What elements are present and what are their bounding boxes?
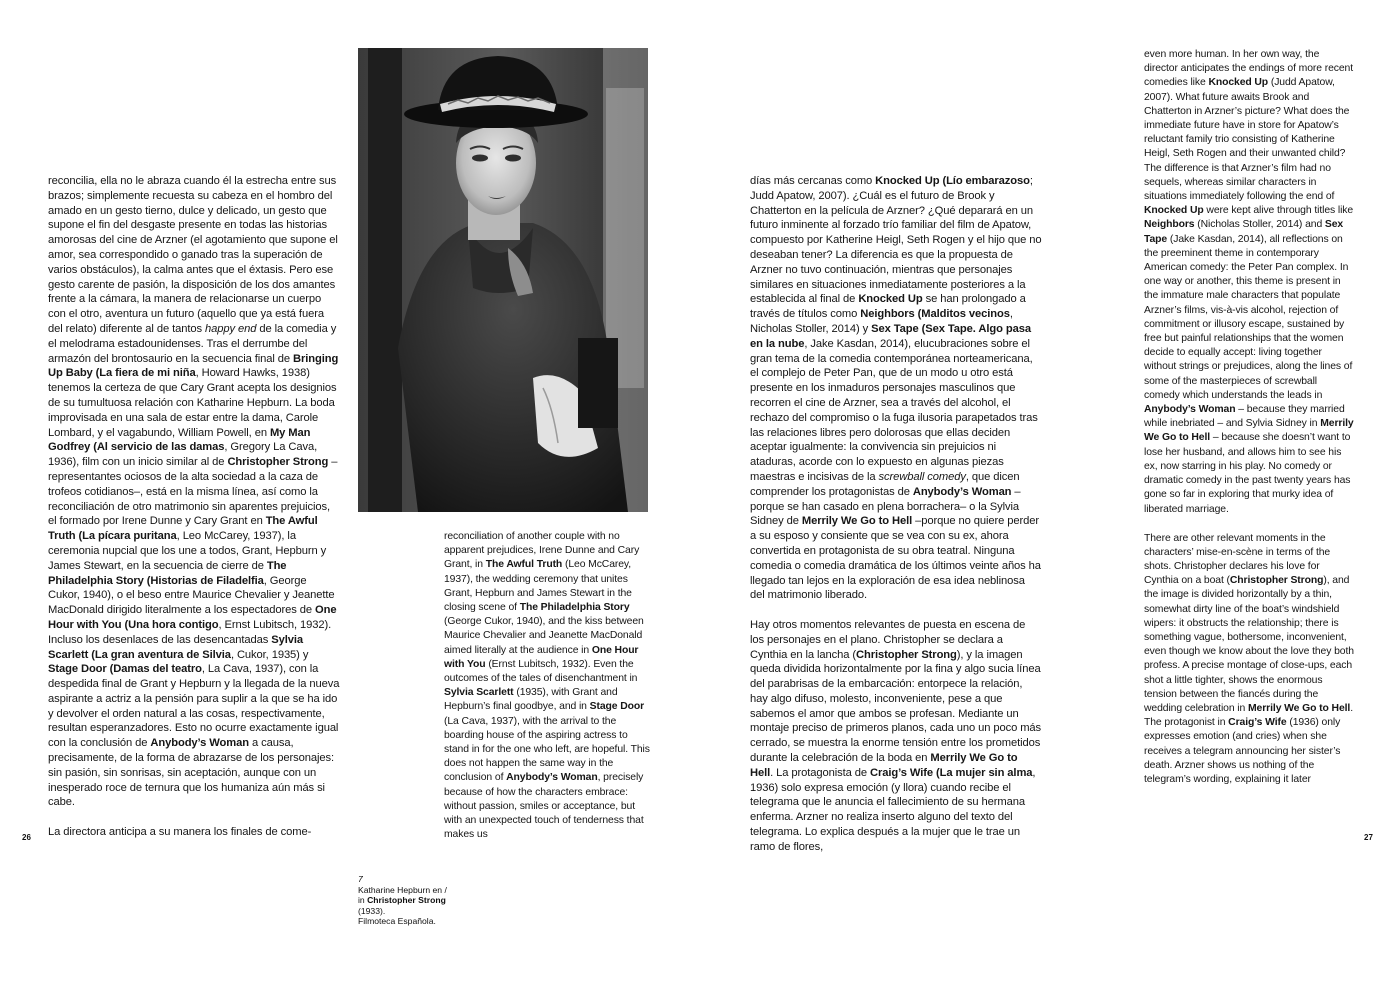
emphasis: screwball comedy bbox=[878, 470, 966, 483]
english-text-column-right bbox=[1144, 48, 1354, 787]
paragraph: even more human. In her own way, the director anticipates the endings of more recent comedies like Knocked Up (Judd Apatow, 2007). What future awaits Brook and Chatterton in Arzner’s picture? What does the immediate future have in store for Apatow’s reluctant family trio consisting of Katherine Heigl, Seth Rogen and their unwanted child? The difference is that Arzner’s film had no sequels, whereas similar characters in situations immediately following the end of Knocked Up were kept alive through titles like Neighbors (Nicholas Stoller, 2014) and Sex Tape (Jake Kasdan, 2014), all reflections on the preeminent theme in contemporary American comedy: the Peter Pan complex. In one way or another, this theme is present in the immature male characters that populate Arzner’s films, vis-à-vis alcohol, rejection of commitment or illusory escape, sustained by free but painful relationships that the women decide to equally accept: living together without strings or prejudices, along the lines of some of the masterpieces of screwball comedy which understands the leads in Anybody’s Woman – because they married while inebriated – and Sylvia Sidney in Merrily We Go to Hell – because she doesn’t want to lose her husband, and allows him to see his ex, now starring in his play. No comedy or dramatic comedy in the past twenty years has gone so far in exploring that murky idea of liberated marriage. bbox=[1144, 49, 1354, 515]
caption-number: 7 bbox=[358, 874, 363, 884]
page-number-left: 26 bbox=[22, 833, 31, 842]
film-title: Stage Door (Damas del teatro bbox=[48, 663, 202, 676]
film-title: Knocked Up (Lío embarazoso bbox=[875, 175, 1030, 187]
film-title: Knocked Up bbox=[1208, 77, 1269, 89]
paragraph: días más cercanas como Knocked Up (Lío embarazoso; Judd Apatow, 2007). ¿Cuál es el futuro de Brook y Chatterton en la película de Arzner? ¿Qué deparará en un futuro inminente al forzado trío familiar del film de Apatow, compuesto por Katherine Heigl, Seth Rogen y el hijo que no deseaban tener? La diferencia es que la propuesta de Arzner no tuvo continuación, mientras que personajes similares en situaciones inmediatamente posteriores a la establecida al final de Knocked Up se han prolongado a través de títulos como Neighbors (Malditos vecinos, Nicholas Stoller, 2014) y Sex Tape (Sex Tape. Algo pasa en la nube, Jake Kasdan, 2014), elucubraciones sobre el gran tema de la comedia contemporánea norteamericana, el complejo de Peter Pan, que de un modo u otro está presente en los inmaduros personajes masculinos que recorren el cine de Arzner, sea a través del alcohol, el rechazo del compromiso o la fuga ilusoria parapetados tras las relaciones libres pero dolorosas que ellas deciden aceptar igualmente: la convivencia sin prejuicios ni ataduras, acorde con lo expuesto en algunas piezas maestras e incisivas de la screwball comedy, que dicen comprender los protagonistas de Anybody’s Woman –porque se han casado en plena borrachera– o la Sylvia Sidney de Merrily We Go to Hell –porque no quiere perder a su esposo y consiente que se vea con su ex, ahora convertida en protagonista de su obra teatral. Ninguna comedia o comedia dramática de los últimos veinte años ha llegado tan lejos en la exploración de esa idea neblinosa del matrimonio liberado. bbox=[750, 175, 1042, 602]
film-title: Christopher Strong bbox=[1229, 575, 1324, 587]
film-title: Christopher Strong bbox=[856, 648, 957, 661]
film-title: My Man Godfrey (Al servicio de las damas bbox=[48, 426, 311, 454]
photo-caption bbox=[358, 874, 478, 927]
film-title: The Awful Truth bbox=[485, 559, 563, 571]
paragraph: reconcilia, ella no le abraza cuando él la estrecha entre sus brazos; simplemente recuesta su cabeza en el hombro del amado en un gesto tierno, dulce y delicado, un gesto que supone el fin del desgaste presente en todas las historias amorosas del cine de Arzner (el agotamiento que supone el amor, sea correspondido o ganado tras la superación de varios obstáculos), la calma antes que el éxtasis. Pero ese gesto carente de pasión, la disposición de los dos amantes frente a la cámara, la manera de relacionarse un cuerpo con el otro, aventura un futuro (aquello que ya está fuera del relato) diferente al de tantos happy end de la comedia y el melodrama estadounidenses. Tras el derrumbe del armazón del brontosaurio en la secuencia final de Bringing Up Baby (La fiera de mi niña, Howard Hawks, 1938) tenemos la certeza de que Cary Grant acepta los designios de su tumultuosa relación con Katharine Hepburn. La boda improvisada en una sala de estar entre la dama, Carole Lombard, y el vagabundo, William Powell, en My Man Godfrey (Al servicio de las damas, Gregory La Cava, 1936), film con un inicio similar al de Christopher Strong –representantes ociosos de la alta sociedad a la caza de trofeos cotidianos–, está en la misma línea, así como la reconciliación de otro matrimonio sin aparentes prejuicios, el formado por Irene Dunne y Cary Grant en The Awful Truth (La pícara puritana, Leo McCarey, 1937), la ceremonia nupcial que los une a todos, Grant, Hepburn y James Stewart, en la secuencia de cierre de The Philadelphia Story (Historias de Filadelfia, George Cukor, 1940), o el beso entre Maurice Chevalier y Jeanette MacDonald dirigido literalmente a los espectadores de One Hour with You (Una hora contigo, Ernst Lubitsch, 1932). Incluso los desenlaces de las desencantadas Sylvia Scarlett (La gran aventura de Silvia, Cukor, 1935) y Stage Door (Damas del teatro, La Cava, 1937), con la despedida final de Grant y Hepburn y la llegada de la nueva aspirante a actriz a la pensión para suplir a la que se ha ido y devolver el orden natural a las cosas, respectivamente, resultan esperanzadores. Esto no ocurre exactamente igual con la conclusión de Anybody’s Woman a causa, precisamente, de la forma de abrazarse de los personajes: sin pasión, sin sonrisas, sin aceptación, aunque con un inesperado roce de ternura que los humaniza aún más si cabe. bbox=[48, 175, 340, 809]
film-title: Neighbors bbox=[1144, 219, 1195, 231]
film-title: Anybody’s Woman bbox=[912, 485, 1012, 498]
film-title: Neighbors (Malditos vecinos bbox=[860, 308, 1010, 321]
film-title: Christopher Strong bbox=[227, 456, 329, 469]
paragraph: reconciliation of another couple with no apparent prejudices, Irene Dunne and Cary Grant, in The Awful Truth (Leo McCarey, 1937), the wedding ceremony that unites Grant, Hepburn and James Stewart in the closing scene of The Philadelphia Story (George Cukor, 1940), and the kiss between Maurice Chevalier and Jeanette MacDonald aimed literally at the audience in One Hour with You (Ernst Lubitsch, 1932). Even the outcomes of the tales of disenchantment in Sylvia Scarlett (1935), with Grant and Hepburn’s final goodbye, and in Stage Door (La Cava, 1937), with the arrival to the boarding house of the aspiring actress to stand in for the one who left, are hopeful. This does not happen the same way in the conclusion of Anybody’s Woman, precisely because of how the characters embrace: without passion, smiles or acceptance, but with an unexpected touch of tenderness that makes us bbox=[444, 531, 650, 841]
paragraph: Hay otros momentos relevantes de puesta en escena de los personajes en el plano. Christopher se declara a Cynthia en la lancha (Christopher Strong), y la imagen queda dividida horizontalmente por la fina y algo sucia línea del parabrisas de la embarcación: entorpece la relación, hay algo difuso, molesto, inconveniente, pese a que sabemos el amor que ambos se profesan. Mediante un montaje preciso de primeros planos, cada uno un poco más cerrado, se muestra la enorme tensión entre los prometidos durante la celebración de la boda en Merrily We Go to Hell. La protagonista de Craig’s Wife (La mujer sin alma, 1936) solo expresa emoción (y llora) cuando recibe el telegrama que le anuncia el fallecimiento de su hermana enferma. Arzner no realiza inserto alguno del texto del telegrama. Lo explica después a la mujer que le trae un ramo de flores, bbox=[750, 618, 1042, 853]
film-title: Anybody’s Woman bbox=[150, 737, 249, 750]
film-title: Craig’s Wife bbox=[1228, 717, 1287, 729]
caption-line: Katharine Hepburn en / bbox=[358, 884, 447, 895]
caption-credit: Filmoteca Española. bbox=[358, 916, 436, 927]
english-text-column-left bbox=[444, 530, 654, 842]
caption-film-title: Christopher Strong bbox=[367, 895, 446, 906]
film-title: Merrily We Go to Hell bbox=[801, 515, 913, 528]
film-title: The Philadelphia Story bbox=[519, 602, 630, 614]
film-title: Anybody’s Woman bbox=[506, 772, 598, 784]
portrait-photo bbox=[358, 48, 648, 512]
film-title: Craig’s Wife (La mujer sin alma bbox=[870, 766, 1033, 779]
film-title: Bringing Up Baby (La fiera de mi niña bbox=[48, 352, 339, 380]
spanish-text-column-right bbox=[750, 174, 1042, 855]
film-title: Merrily We Go to Hell bbox=[1248, 702, 1351, 714]
film-title: The Awful Truth (La pícara puritana bbox=[48, 515, 318, 543]
film-title: One Hour with You (Una hora contigo bbox=[48, 604, 337, 631]
film-title: Merrily We Go to Hell bbox=[750, 752, 1018, 779]
caption-line: in Christopher Strong bbox=[358, 895, 446, 906]
film-title: The Philadelphia Story (Historias de Filadelfia bbox=[48, 559, 287, 587]
film-title: Sex Tape (Sex Tape. Algo pasa en la nube bbox=[750, 322, 1031, 350]
film-title: Merrily We Go to Hell bbox=[1144, 418, 1354, 444]
paragraph: La directora anticipa a su manera los finales de come- bbox=[48, 826, 312, 839]
film-title: Knocked Up bbox=[858, 293, 923, 306]
paragraph: There are other relevant moments in the characters’ mise-en-scène in terms of the shots. Christopher declares his love for Cynthia on a boat (Christopher Strong), and the image is divided horizontally by a thin, somewhat dirty line of the boat’s windshield wipers: it obstructs the relationship; there is something vague, bothersome, inconvenient, even though we know about the love they both profess. A precise montage of close-ups, each shot a little tighter, shows the enormous tension between the fiancés during the wedding celebration in Merrily We Go to Hell. The protagonist in Craig’s Wife (1936) only expresses emotion (and cries) when she receives a telegram announcing her sister’s death. Arzner shows us nothing of the telegram’s wording, explaining it later bbox=[1144, 532, 1354, 785]
emphasis: happy end bbox=[204, 322, 257, 335]
film-title: Sylvia Scarlett (La gran aventura de Silvia bbox=[48, 633, 303, 661]
hepburn-portrait-image bbox=[358, 48, 648, 512]
film-title: Anybody’s Woman bbox=[1144, 404, 1236, 416]
film-title: Sylvia Scarlett bbox=[444, 687, 514, 699]
spanish-text-column-left bbox=[48, 174, 340, 840]
caption-year: (1933). bbox=[358, 905, 386, 916]
film-title: One Hour with You bbox=[444, 644, 639, 670]
film-title: Sex Tape bbox=[1144, 219, 1344, 245]
film-title: Knocked Up bbox=[1144, 205, 1204, 217]
page-number-right: 27 bbox=[1364, 833, 1373, 842]
film-title: Stage Door bbox=[589, 701, 645, 713]
